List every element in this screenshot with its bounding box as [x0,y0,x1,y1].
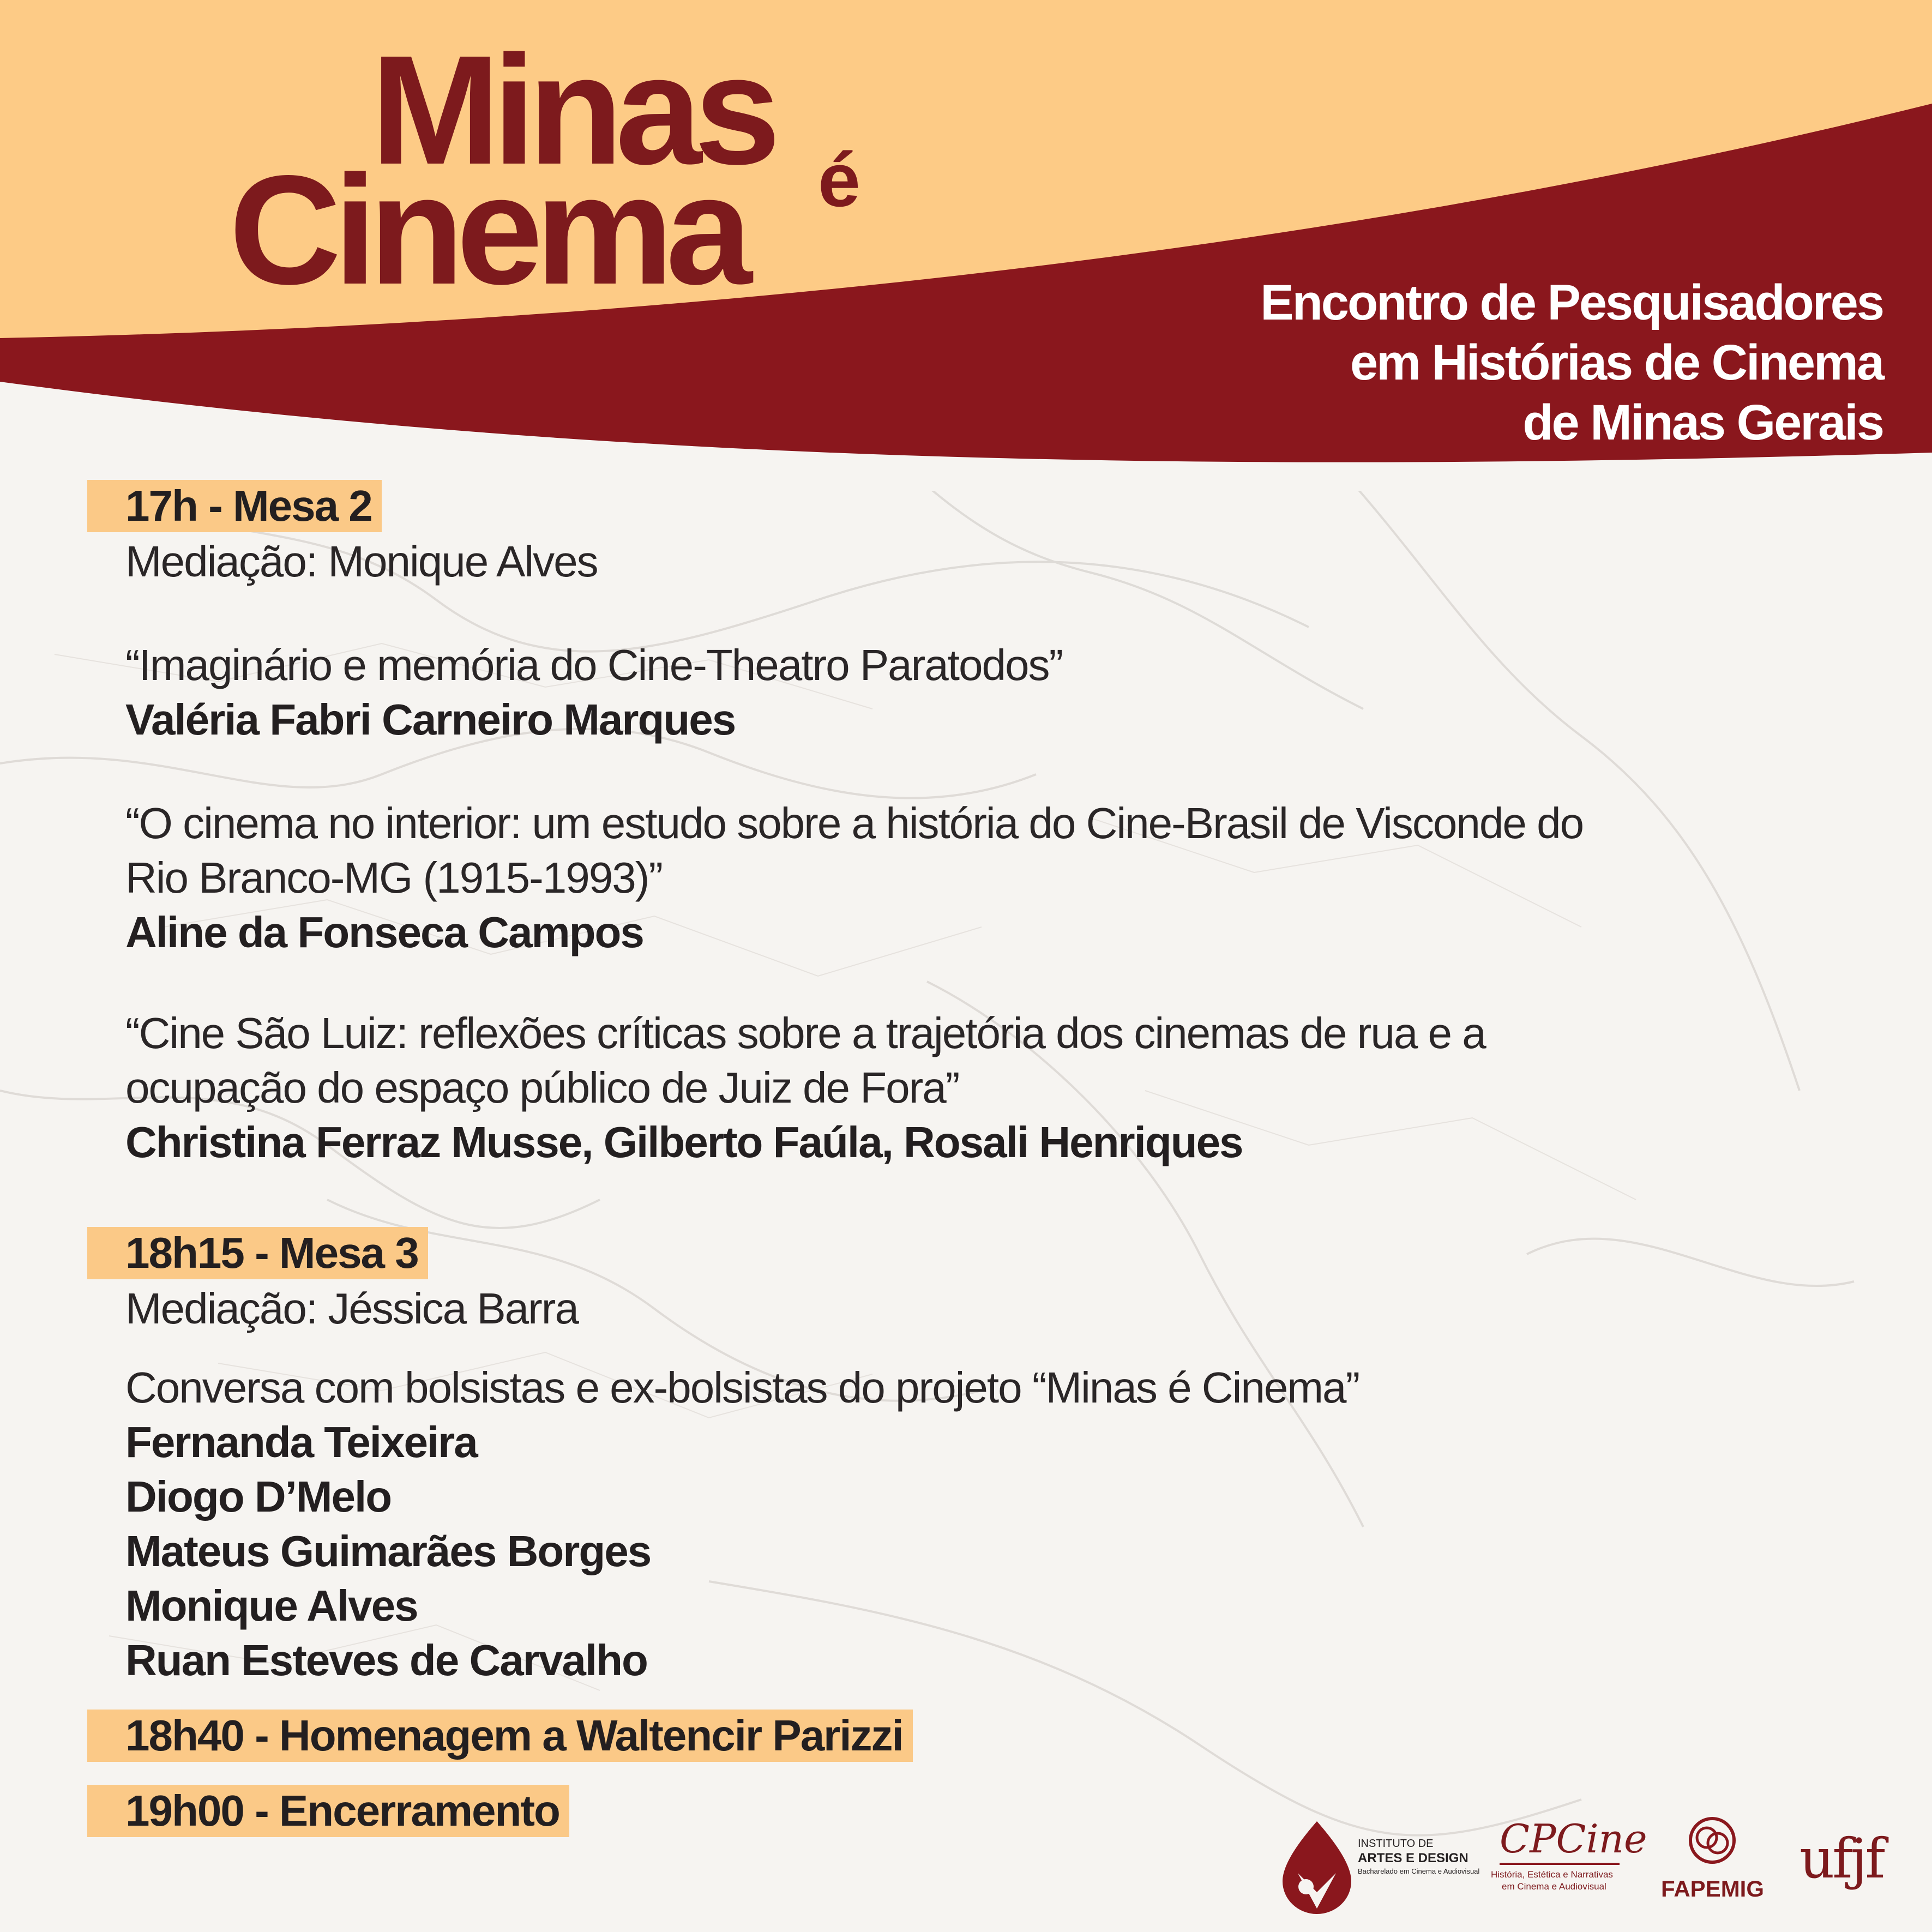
logo-instituto-artes-design [1281,1810,1478,1914]
participant: Fernanda Teixeira [125,1418,477,1466]
fapemig-mark-icon [1685,1813,1740,1868]
mesa3-mediation: Mediação: Jéssica Barra [125,1284,578,1333]
mesa3-time-tag: 18h15 - Mesa 3 [87,1227,428,1279]
event-title-line2: em Histórias de Cinema [1350,335,1883,390]
participant: Diogo D’Melo [125,1472,392,1521]
participant: Ruan Esteves de Carvalho [125,1636,647,1684]
homenagem-tag: 18h40 - Homenagem a Waltencir Parizzi [87,1710,913,1762]
iad-line2: ARTES E DESIGN [1358,1851,1468,1865]
fapemig-text: FAPEMIG [1661,1876,1765,1901]
mesa2-talk3-title-line1: “Cine São Luiz: reflexões críticas sobre a trajetória dos cinemas de rua e a [125,1009,1485,1057]
iad-line1: INSTITUTO DE [1358,1838,1434,1850]
cpcine-underline [1500,1863,1620,1865]
logo-fapemig [1658,1810,1767,1914]
mesa2-talk1-author: Valéria Fabri Carneiro Marques [125,695,736,744]
title-e: é [818,137,860,222]
mesa2-talk1-title: “Imaginário e memória do Cine-Theatro Paratodos” [125,641,1063,689]
title-cinema: Cinema [229,143,745,317]
title-minas: Minas [371,23,773,197]
mesa2-talk3-title-line2: ocupação do espaço público de Juiz de Fora” [125,1063,959,1112]
event-title-line3: de Minas Gerais [1522,395,1883,450]
mesa2-talk2-author: Aline da Fonseca Campos [125,908,643,956]
iad-mark-icon [1281,1821,1352,1914]
participant: Monique Alves [125,1581,418,1630]
mesa2-talk3-authors: Christina Ferraz Musse, Gilberto Faúla, Rosali Henriques [125,1118,1243,1166]
cpcine-line1: História, Estética e Narrativas [1491,1869,1613,1880]
mesa2-talk2-title-line1: “O cinema no interior: um estudo sobre a história do Cine-Brasil de Visconde do [125,799,1584,847]
mesa2-mediation: Mediação: Monique Alves [125,537,598,586]
mesa2-time-tag: 17h - Mesa 2 [87,480,382,532]
mesa2-talk2-title-line2: Rio Branco-MG (1915-1993)” [125,853,662,902]
logo-ufjf [1799,1810,1909,1914]
event-title-line1: Encontro de Pesquisadores [1260,275,1883,330]
encerramento-tag: 19h00 - Encerramento [87,1785,569,1837]
mesa3-conversation: Conversa com bolsistas e ex-bolsistas do projeto “Minas é Cinema” [125,1363,1359,1412]
ufjf-text: ufjf [1799,1827,1883,1891]
iad-line3: Bacharelado em Cinema e Audiovisual [1358,1867,1480,1875]
event-title [1260,273,1883,453]
participant: Mateus Guimarães Borges [125,1527,651,1575]
logo-cpcine [1489,1810,1647,1914]
cpcine-line2: em Cinema e Audiovisual [1502,1881,1606,1892]
cpcine-name: CPCine [1500,1816,1647,1862]
